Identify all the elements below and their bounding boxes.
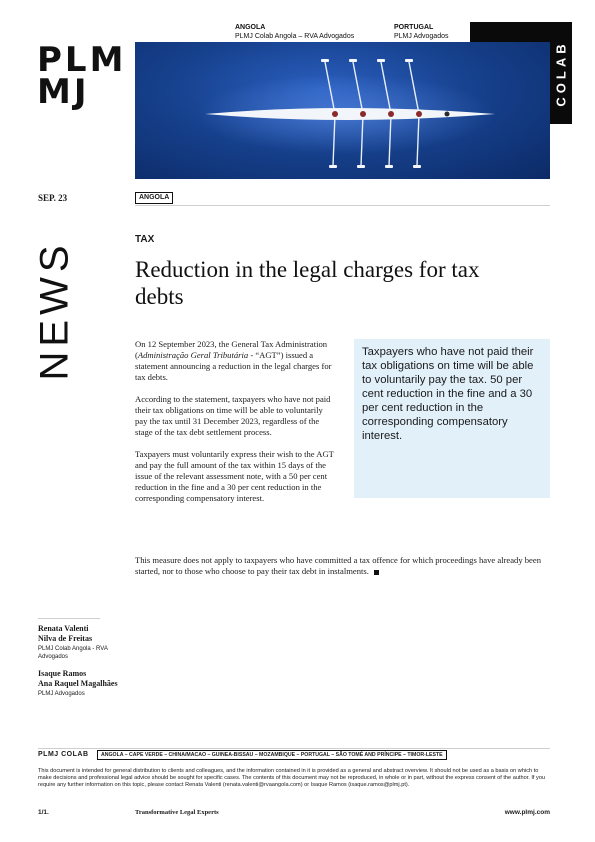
- authors: [38, 624, 118, 707]
- topic-label: TAX: [135, 234, 155, 245]
- office-portugal: [394, 23, 448, 41]
- paragraph-3: Taxpayers must voluntarily express their wish to the AGT and pay the full amount of the tax within 15 days of the issue of the relevant assessment note, with a 50 per cent reduction in the fine and a 30 per cent reduction in the corresponding compensatory interest.: [135, 449, 334, 503]
- footer-brand: PLMJ COLAB: [38, 751, 89, 758]
- issue-date: SEP. 23: [38, 193, 68, 203]
- paragraph-1: On 12 September 2023, the General Tax Administration (Administração Geral Tributária - “AGT”) issued a statement announcing a reduction in the legal charges for tax debts.: [135, 339, 332, 382]
- divider: [135, 205, 550, 206]
- page-number: 1/1.: [38, 809, 49, 816]
- office-firm: PLMJ Advogados: [394, 33, 449, 40]
- logo-line-2: MJ: [37, 72, 90, 112]
- disclaimer: This document is intended for general distribution to clients and colleagues, and the information contained in it is provided as a general and abstract overview. It should not be used as a basis on which to make decisions and professional legal advice should be sought for specific cases. The contents of this document may not be reproduced, in whole or in part, without the express consent of the author. If you require any further information on this topic, please contact Renata Valenti (renata.valenti@rvaangola.com) or Isaque Ramos (isaque.ramos@plmj.pt).: [38, 768, 546, 788]
- author-affiliation: PLMJ Colab Angola - RVA Advogados: [38, 646, 108, 660]
- office-country: ANGOLA: [235, 24, 266, 31]
- office-country: PORTUGAL: [394, 24, 434, 31]
- divider: [38, 618, 100, 619]
- section-label-text: NEWS: [32, 240, 77, 380]
- rowing-boat-illustration: [135, 42, 550, 179]
- hero-rowing-image: [135, 42, 550, 179]
- colab-label-text: COLAB: [553, 39, 569, 107]
- tagline: Transformative Legal Experts: [135, 809, 219, 816]
- section-label: [32, 235, 77, 385]
- office-firm: PLMJ Colab Angola – RVA Advogados: [235, 33, 355, 40]
- pull-quote-text: Taxpayers who have not paid their tax obligations on time will be able to voluntarily pay the tax. 50 per cent reduction in the fine and a 30 per cent reduction in the corresponding compensatory interest.: [362, 346, 534, 442]
- paragraph-2: According to the statement, taxpayers who have not paid their tax obligations on time will be able to voluntarily pay the tax until 31 December 2023, regardless of the stage of the tax debt settlement process.: [135, 394, 331, 437]
- paragraph-4: This measure does not apply to taxpayers who have committed a tax offence for which proceedings have already been started, nor to those who choose to pay their tax debt in instalments.: [135, 555, 541, 576]
- article-body: [135, 339, 335, 515]
- footer-divider: [38, 748, 550, 749]
- colab-label: [550, 22, 572, 124]
- author-name: Nilva de Freitas: [38, 634, 93, 643]
- pull-quote: [354, 339, 550, 498]
- author-name: Isaque Ramos: [38, 669, 87, 678]
- website-link[interactable]: www.plmj.com: [504, 809, 550, 816]
- end-mark-icon: [374, 570, 379, 575]
- author-name: Ana Raquel Magalhães: [38, 679, 118, 688]
- emphasis: Administração Geral Tributária: [137, 350, 249, 360]
- article-title: Reduction in the legal charges for tax debts: [135, 257, 480, 309]
- country-tag: ANGOLA: [135, 192, 173, 204]
- author-affiliation: PLMJ Advogados: [38, 691, 85, 697]
- footer-countries: ANGOLA – CAPE VERDE – CHINA/MACAO – GUINEA-BISSAU – MOZAMBIQUE – PORTUGAL – SÃO TOMÉ AND PRÍNCIPE – TIMOR-LESTE: [97, 750, 447, 760]
- logo-line-1: PLM: [37, 40, 127, 80]
- colab-box: [470, 22, 550, 42]
- office-angola: [235, 23, 354, 41]
- author-name: Renata Valenti: [38, 624, 89, 633]
- plmj-logo: [37, 40, 127, 112]
